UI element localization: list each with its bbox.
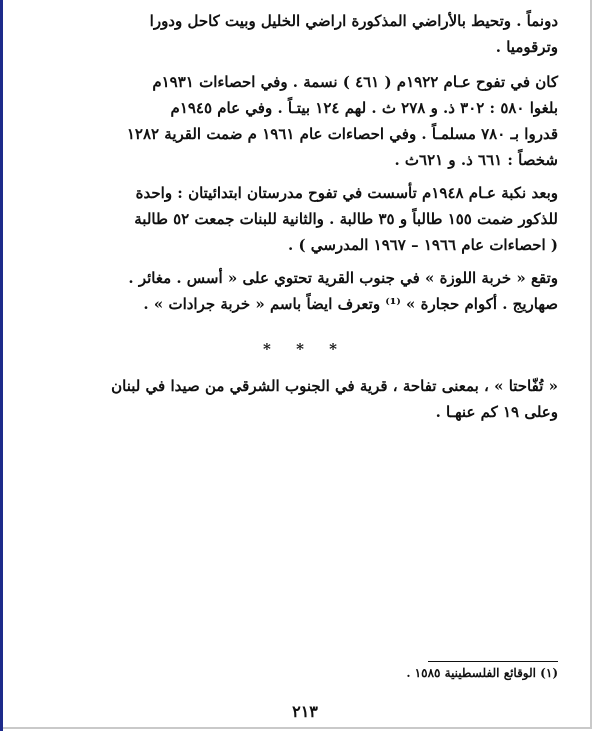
text-line: شخصاً : ٦٦١ ذ. و ٦٢١ث . <box>394 151 558 169</box>
text-line: صهاريج . أكوام حجارة » ⁽¹⁾ وتعرف ايضاً باسم « خربة جرادات » . <box>143 295 558 313</box>
text-line: « تُفّاحتا » ، بمعنى تفاحة ، قرية في الجنوب الشرقي من صيدا في لبنان <box>111 377 558 395</box>
viewer-edge <box>0 0 3 731</box>
paragraph-land-boundaries <box>58 8 558 60</box>
section-separator: * * * <box>263 340 347 358</box>
text-line: وعلى ١٩ كم عنهـا . <box>435 403 558 421</box>
text-line: للذكور ضمت ١٥٥ طالباً و ٣٥ طالبة . والثانية للبنات جمعت ٥٢ طالبة <box>134 210 558 228</box>
page-number: ٢١٣ <box>292 702 318 721</box>
footnote: (١) الوقائع الفلسطينية ١٥٨٥ . <box>406 666 558 680</box>
paragraph-population <box>58 69 558 173</box>
text-line: ( احصاءات عام ١٩٦٦ – ١٩٦٧ المدرسي ) . <box>288 236 558 254</box>
text-line: دونماً . وتحيط بالأراضي المذكورة اراضي الخليل وبيت كاحل ودورا <box>149 12 558 30</box>
text-line: وتقع « خربة اللوزة » في جنوب القرية تحتوي على « أسس . مغائر . <box>128 269 558 287</box>
footnote-divider <box>428 661 558 662</box>
paragraph-khirbet-al-lawza <box>58 265 558 317</box>
text-line: وترقوميا . <box>495 38 558 56</box>
text-line: قدروا بـ ٧٨٠ مسلمـاً . وفي احصاءات عام ١٩٦١ م ضمت القرية ١٢٨٢ <box>126 125 558 143</box>
paragraph-tuffahta-entry <box>58 373 558 425</box>
text-line: كان في تفوح عـام ١٩٢٢م ( ٤٦١ ) نسمة . وفي احصاءات ١٩٣١م <box>152 73 558 91</box>
book-page <box>40 0 570 731</box>
text-line: وبعد نكبة عـام ١٩٤٨م تأسست في تفوح مدرستان ابتدائيتان : واحدة <box>135 184 558 202</box>
text-line: بلغوا ٥٨٠ : ٣٠٢ ذ. و ٢٧٨ ث . لهم ١٢٤ بيتـاً . وفي عام ١٩٤٥م <box>170 99 558 117</box>
paragraph-schools <box>58 180 558 258</box>
